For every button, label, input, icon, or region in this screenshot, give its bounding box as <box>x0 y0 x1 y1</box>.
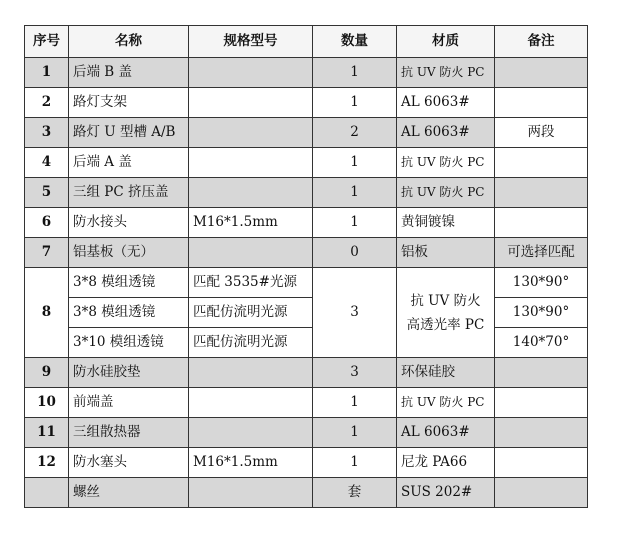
cell-note: 130*90° <box>495 298 588 328</box>
cell-material: 抗 UV 防火 PC <box>397 178 495 208</box>
cell-spec <box>189 358 313 388</box>
cell-spec <box>189 418 313 448</box>
cell-name: 路灯 U 型槽 A/B <box>69 118 189 148</box>
cell-material: 铝板 <box>397 238 495 268</box>
material-multiline <box>407 286 485 337</box>
cell-note: 140*70° <box>495 328 588 358</box>
cell-note: 130*90° <box>495 268 588 298</box>
cell-note <box>495 478 588 508</box>
cell-name: 防水接头 <box>69 208 189 238</box>
cell-spec <box>189 238 313 268</box>
cell-no: 5 <box>25 178 69 208</box>
table-row <box>25 478 588 508</box>
cell-qty: 套 <box>313 478 397 508</box>
cell-name: 后端 B 盖 <box>69 58 189 88</box>
table-row <box>25 328 588 358</box>
header-material: 材质 <box>397 26 495 58</box>
table-row <box>25 208 588 238</box>
cell-material: 抗 UV 防火 PC <box>397 58 495 88</box>
cell-qty: 3 <box>313 268 397 358</box>
cell-note <box>495 448 588 478</box>
cell-note <box>495 208 588 238</box>
cell-qty: 2 <box>313 118 397 148</box>
cell-note <box>495 58 588 88</box>
cell-material: 尼龙 PA66 <box>397 448 495 478</box>
header-no: 序号 <box>25 26 69 58</box>
cell-note <box>495 358 588 388</box>
cell-material: 抗 UV 防火 PC <box>397 148 495 178</box>
cell-qty: 1 <box>313 178 397 208</box>
cell-name: 后端 A 盖 <box>69 148 189 178</box>
cell-spec: 匹配仿流明光源 <box>189 328 313 358</box>
material-line-2: 高透光率 PC <box>406 316 485 333</box>
header-note: 备注 <box>495 26 588 58</box>
cell-no: 3 <box>25 118 69 148</box>
table-row <box>25 418 588 448</box>
cell-name: 铝基板（无） <box>69 238 189 268</box>
cell-name: 螺丝 <box>69 478 189 508</box>
cell-material: AL 6063# <box>397 418 495 448</box>
cell-material: AL 6063# <box>397 118 495 148</box>
cell-qty: 3 <box>313 358 397 388</box>
cell-no: 6 <box>25 208 69 238</box>
cell-name: 3*8 模组透镜 <box>69 298 189 328</box>
cell-qty: 1 <box>313 148 397 178</box>
table-row <box>25 298 588 328</box>
header-qty: 数量 <box>313 26 397 58</box>
header-spec: 规格型号 <box>189 26 313 58</box>
cell-qty: 0 <box>313 238 397 268</box>
header-row <box>25 26 588 58</box>
cell-note: 可选择匹配 <box>495 238 588 268</box>
cell-no <box>25 478 69 508</box>
cell-name: 3*10 模组透镜 <box>69 328 189 358</box>
table-row <box>25 148 588 178</box>
cell-name: 路灯支架 <box>69 88 189 118</box>
cell-note <box>495 148 588 178</box>
cell-spec: 匹配 3535#光源 <box>189 268 313 298</box>
cell-qty: 1 <box>313 208 397 238</box>
cell-material: 抗 UV 防火 PC <box>397 388 495 418</box>
cell-material <box>397 268 495 358</box>
cell-no: 9 <box>25 358 69 388</box>
table-row <box>25 358 588 388</box>
table-row <box>25 448 588 478</box>
cell-no: 8 <box>25 268 69 358</box>
cell-spec <box>189 88 313 118</box>
cell-note <box>495 388 588 418</box>
table-row <box>25 88 588 118</box>
cell-name: 前端盖 <box>69 388 189 418</box>
cell-qty: 1 <box>313 88 397 118</box>
cell-no: 11 <box>25 418 69 448</box>
bom-table <box>24 25 588 508</box>
cell-spec <box>189 58 313 88</box>
table-row <box>25 238 588 268</box>
cell-no: 12 <box>25 448 69 478</box>
cell-qty: 1 <box>313 58 397 88</box>
cell-material: AL 6063# <box>397 88 495 118</box>
cell-spec <box>189 178 313 208</box>
cell-material: SUS 202# <box>397 478 495 508</box>
cell-note <box>495 418 588 448</box>
cell-no: 7 <box>25 238 69 268</box>
cell-note <box>495 88 588 118</box>
cell-spec <box>189 148 313 178</box>
material-line-1: 抗 UV 防火 <box>410 292 481 309</box>
cell-name: 3*8 模组透镜 <box>69 268 189 298</box>
cell-spec: M16*1.5mm <box>189 448 313 478</box>
cell-note: 两段 <box>495 118 588 148</box>
cell-name: 三组 PC 挤压盖 <box>69 178 189 208</box>
table-row <box>25 268 588 298</box>
cell-qty: 1 <box>313 418 397 448</box>
cell-name: 三组散热器 <box>69 418 189 448</box>
table-row <box>25 178 588 208</box>
header-name: 名称 <box>69 26 189 58</box>
cell-spec: 匹配仿流明光源 <box>189 298 313 328</box>
cell-qty: 1 <box>313 388 397 418</box>
cell-no: 4 <box>25 148 69 178</box>
cell-no: 2 <box>25 88 69 118</box>
cell-name: 防水硅胶垫 <box>69 358 189 388</box>
cell-no: 1 <box>25 58 69 88</box>
cell-spec <box>189 388 313 418</box>
table-row <box>25 58 588 88</box>
cell-material: 黄铜镀镍 <box>397 208 495 238</box>
cell-spec <box>189 118 313 148</box>
table-row <box>25 118 588 148</box>
cell-note <box>495 178 588 208</box>
cell-material: 环保硅胶 <box>397 358 495 388</box>
cell-name: 防水塞头 <box>69 448 189 478</box>
cell-qty: 1 <box>313 448 397 478</box>
cell-spec <box>189 478 313 508</box>
table-row <box>25 388 588 418</box>
cell-no: 10 <box>25 388 69 418</box>
cell-spec: M16*1.5mm <box>189 208 313 238</box>
